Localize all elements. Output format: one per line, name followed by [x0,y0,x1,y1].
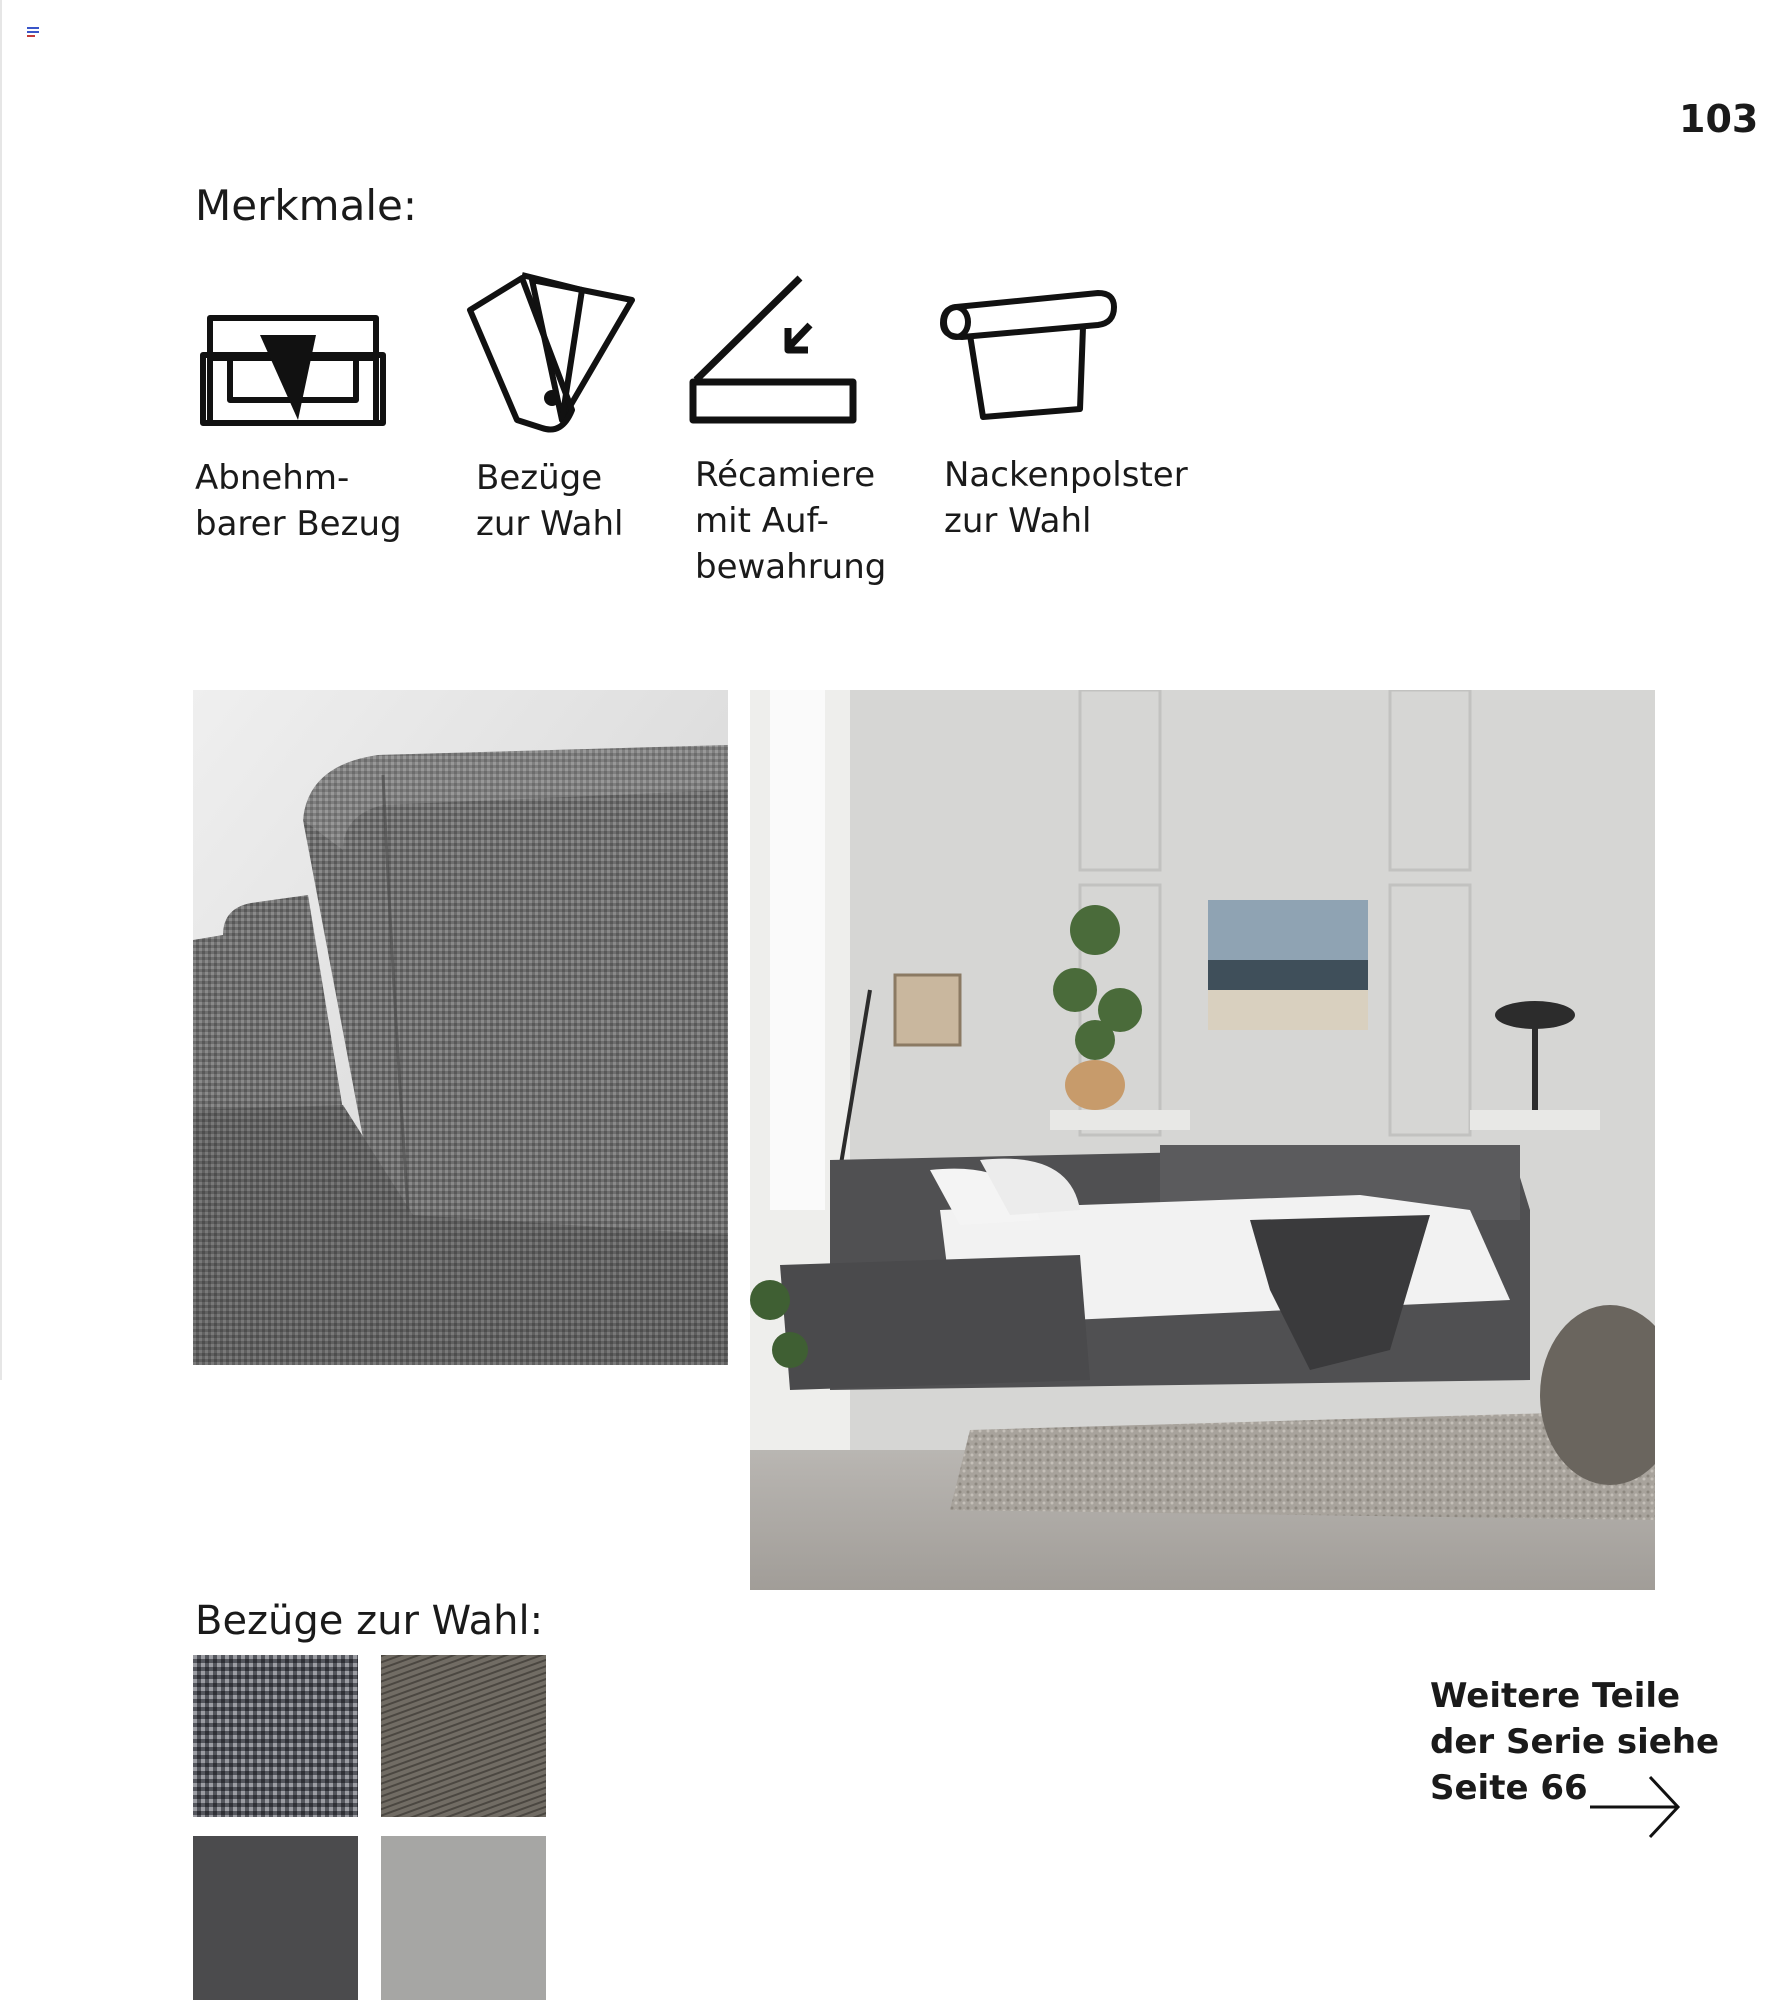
fabric-closeup-photo [193,690,728,1365]
features-heading: Merkmale: [195,181,417,230]
feature-label-covers-choice: Bezüge zur Wahl [476,458,624,544]
arrow-right-icon[interactable] [1588,1772,1683,1846]
fabric-swatch-fan-icon [462,270,642,444]
page-number: 103 [1679,97,1759,141]
feature-label-neck-pillow: Nackenpolster zur Wahl [944,455,1188,541]
covers-heading: Bezüge zur Wahl: [195,1598,544,1644]
swatch-anthracite [193,1836,358,2000]
swatch-grey-tweed [193,1655,358,1817]
neck-pillow-icon [938,285,1118,429]
living-room-sofa-photo [750,690,1655,1590]
swatch-light-grey [381,1836,546,2000]
storage-lid-icon [688,270,858,434]
more-parts-link[interactable]: Weitere Teile der Serie siehe Seite 66 [1430,1676,1720,1808]
sofa-cover-icon [198,310,388,434]
page-edge-rule [0,0,2,1380]
swatch-brown-grey-weave [381,1655,546,1817]
feature-label-recamiere-storage: Récamiere mit Auf- bewahrung [695,455,887,587]
crop-mark-icon [27,27,39,37]
feature-label-removable-cover: Abnehm- barer Bezug [195,458,402,544]
